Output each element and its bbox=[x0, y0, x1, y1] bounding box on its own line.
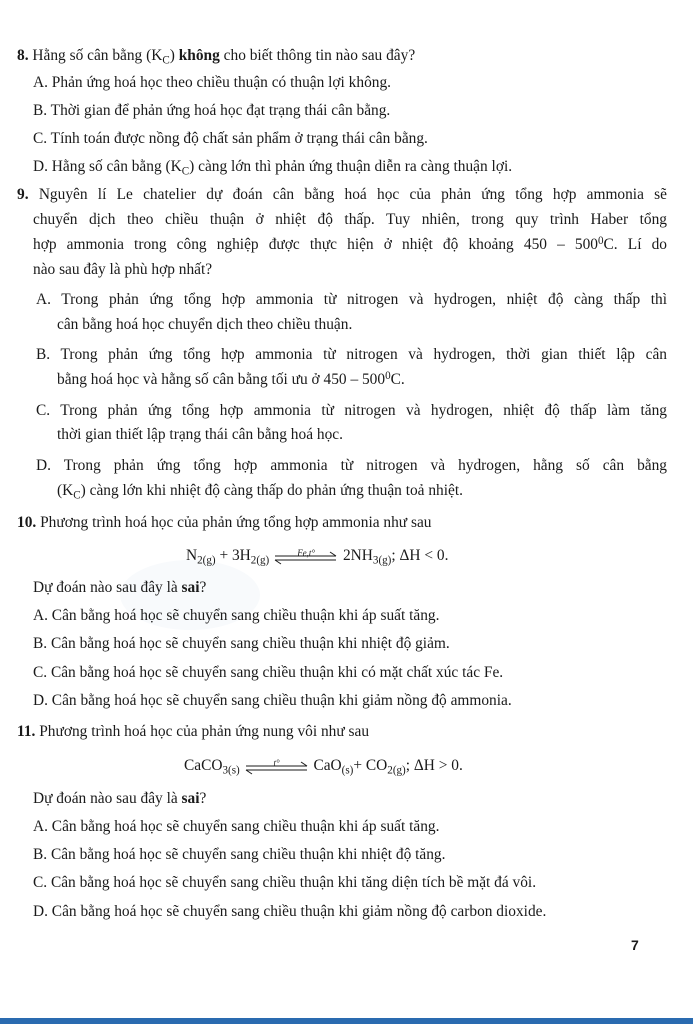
subscript: C bbox=[162, 54, 170, 67]
option-text: ) càng lớn thì phản ứng thuận diễn ra càng thuận lợi. bbox=[189, 158, 513, 175]
reactant-formula: + 3H bbox=[215, 547, 251, 564]
subscript: 2(g) bbox=[387, 764, 406, 777]
stem-text: Hằng số cân bằng (K bbox=[32, 47, 163, 64]
question-8-stem bbox=[17, 46, 415, 66]
reaction-condition: Fe,t° bbox=[297, 548, 316, 559]
subscript: C bbox=[181, 165, 190, 178]
option-a: A. Phản ứng hoá học theo chiều thuận có thuận lợi không. bbox=[33, 74, 391, 91]
product-formula: + CO bbox=[353, 757, 388, 774]
subscript: C bbox=[73, 489, 81, 502]
option-b: B. Cân bằng hoá học sẽ chuyển sang chiều thuận khi nhiệt độ tăng. bbox=[33, 846, 446, 863]
option-d bbox=[33, 157, 512, 177]
subscript: 3(g) bbox=[372, 554, 392, 567]
subscript: 2(g) bbox=[250, 554, 270, 567]
question-number: 9. bbox=[17, 186, 29, 203]
option-text: C. bbox=[390, 371, 405, 388]
emphasis: sai bbox=[181, 790, 200, 807]
equation-ammonia bbox=[186, 545, 448, 567]
subscript: 3(s) bbox=[222, 764, 240, 777]
reactant-formula: CaCO bbox=[184, 757, 223, 774]
subscript: (s) bbox=[341, 764, 354, 777]
question-10-ask bbox=[33, 578, 206, 598]
stem-text: Phương trình hoá học của phản ứng nung vôi như sau bbox=[39, 723, 370, 740]
option-text: D. Hằng số cân bằng (K bbox=[33, 158, 182, 175]
question-number: 8. bbox=[17, 47, 29, 64]
option-b: B. Thời gian để phản ứng hoá học đạt trạng thái cân bằng. bbox=[33, 102, 391, 119]
stem-text: Nguyên lí Le chatelier dự đoán cân bằng hoá học của phản ứng tổng hợp ammonia sẽ bbox=[38, 186, 667, 203]
product-formula: CaO bbox=[313, 757, 342, 774]
enthalpy: ; ΔH < 0. bbox=[391, 547, 449, 564]
option-c: C. Tính toán được nồng độ chất sản phẩm ở trạng thái cân bằng. bbox=[33, 130, 428, 147]
ask-text: Dự đoán nào sau đây là bbox=[33, 579, 178, 596]
option-c: C. Cân bằng hoá học sẽ chuyển sang chiều thuận khi có mặt chất xúc tác Fe. bbox=[33, 664, 504, 681]
ask-text: ? bbox=[199, 790, 207, 807]
stem-text: Phương trình hoá học của phản ứng tổng hợp ammonia như sau bbox=[40, 514, 432, 531]
equilibrium-arrow-icon bbox=[273, 545, 339, 567]
question-number: 11. bbox=[17, 723, 36, 740]
question-10-stem bbox=[17, 513, 432, 533]
option-d: D. Cân bằng hoá học sẽ chuyển sang chiều thuận khi giảm nồng độ carbon dioxide. bbox=[33, 903, 547, 920]
emphasis: không bbox=[178, 47, 220, 64]
equation-calcination bbox=[184, 755, 463, 777]
equilibrium-arrow-icon bbox=[244, 755, 310, 777]
stem-text: hợp ammonia trong công nghiệp được thực hiện ở nhiệt độ khoảng 450 – 500 bbox=[33, 236, 598, 253]
option-d-cont bbox=[57, 481, 463, 501]
option-a-cont: cân bằng hoá học chuyển dịch theo chiều thuận. bbox=[57, 316, 353, 333]
question-9-stem-line-4: nào sau đây là phù hợp nhất? bbox=[33, 261, 213, 278]
question-number: 10. bbox=[17, 514, 37, 531]
option-a: A. Cân bằng hoá học sẽ chuyển sang chiều thuận khi áp suất tăng. bbox=[33, 818, 440, 835]
option-b: B. Trong phản ứng tổng hợp ammonia từ nitrogen và hydrogen, thời gian thiết lập cân bbox=[36, 346, 667, 363]
option-text: ) càng lớn khi nhiệt độ càng thấp do phản ứng thuận toả nhiệt. bbox=[80, 482, 463, 499]
stem-text: C. Lí do bbox=[603, 236, 667, 253]
option-c: C. Cân bằng hoá học sẽ chuyển sang chiều thuận khi tăng diện tích bề mặt đá vôi. bbox=[33, 874, 537, 891]
bottom-color-bar bbox=[0, 1018, 693, 1024]
superscript: 0 bbox=[385, 370, 391, 383]
subscript: 2(g) bbox=[197, 554, 216, 567]
option-text: (K bbox=[57, 482, 74, 499]
product-formula: 2NH bbox=[342, 547, 373, 564]
emphasis: sai bbox=[181, 579, 200, 596]
stem-text: cho biết thông tin nào sau đây? bbox=[223, 47, 416, 64]
question-9-stem-line-1 bbox=[17, 185, 667, 205]
question-9-stem-line-3 bbox=[33, 235, 667, 255]
ask-text: ? bbox=[199, 579, 207, 596]
option-a: A. Trong phản ứng tổng hợp ammonia từ nitrogen và hydrogen, nhiệt độ càng thấp thì bbox=[36, 291, 667, 308]
option-b-cont bbox=[57, 370, 405, 390]
option-c-cont: thời gian thiết lập trạng thái cân bằng hoá học. bbox=[57, 426, 343, 443]
option-a: A. Cân bằng hoá học sẽ chuyển sang chiều thuận khi áp suất tăng. bbox=[33, 607, 440, 624]
superscript: 0 bbox=[598, 235, 604, 248]
question-11-ask bbox=[33, 789, 206, 809]
option-text: bằng hoá học và hằng số cân bằng tối ưu ở 450 – 500 bbox=[57, 371, 386, 388]
question-11-stem bbox=[17, 722, 369, 742]
reactant-formula: N bbox=[186, 547, 198, 564]
option-d: D. Cân bằng hoá học sẽ chuyển sang chiều thuận khi giảm nồng độ ammonia. bbox=[33, 692, 512, 709]
reaction-condition: t° bbox=[273, 758, 280, 769]
page-number: 7 bbox=[631, 937, 639, 953]
question-9-stem-line-2: chuyển dịch theo chiều thuận ở nhiệt độ thấp. Tuy nhiên, trong quy trình Haber tổng bbox=[33, 211, 667, 228]
option-d: D. Trong phản ứng tổng hợp ammonia từ nitrogen và hydrogen, hằng số cân bằng bbox=[36, 457, 667, 474]
enthalpy: ; ΔH > 0. bbox=[405, 757, 463, 774]
stem-text: ) bbox=[169, 47, 175, 64]
ask-text: Dự đoán nào sau đây là bbox=[33, 790, 178, 807]
option-c: C. Trong phản ứng tổng hợp ammonia từ nitrogen và hydrogen, nhiệt độ thấp làm tăng bbox=[36, 402, 667, 419]
option-b: B. Cân bằng hoá học sẽ chuyển sang chiều thuận khi nhiệt độ giảm. bbox=[33, 635, 450, 652]
